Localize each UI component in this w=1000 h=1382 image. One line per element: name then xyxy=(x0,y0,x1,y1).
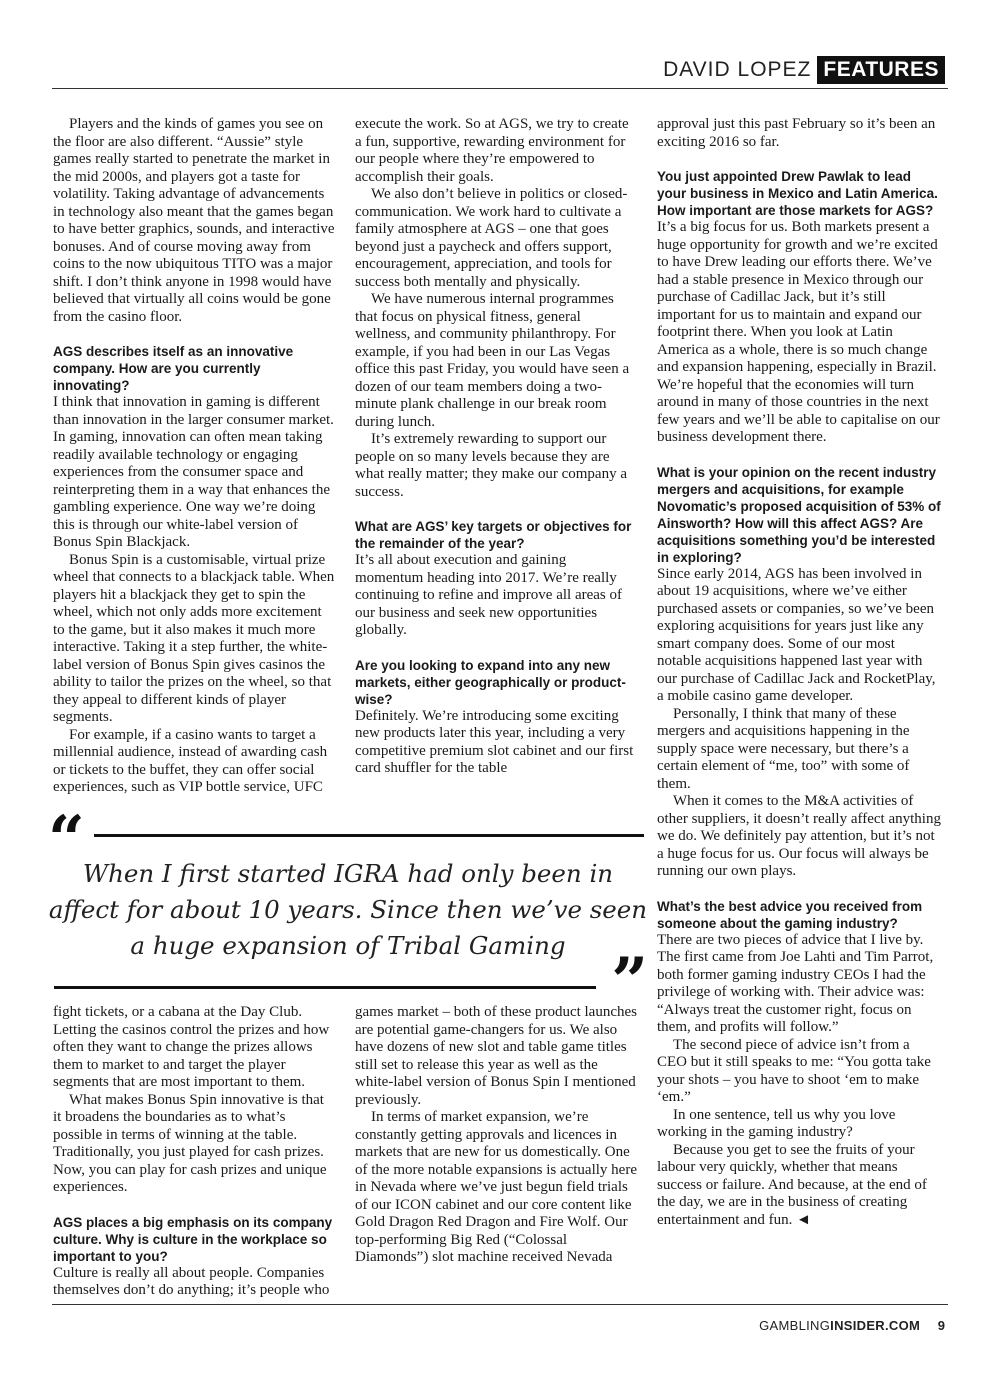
paragraph: Bonus Spin is a customisable, virtual prize wheel that connects to a blackjack table. When players hit a blackjack they get to spin the wheel, which not only adds more excitement to the game, but it also makes it much more interactive. Taking it a step further, the white-label version of Bonus Spin gives casinos the ability to tailor the prizes on the wheel, so that they appeal to different kinds of player segments. xyxy=(53,551,335,725)
page-header xyxy=(663,55,945,85)
paragraph: Since early 2014, AGS has been involved in about 19 acquisitions, where we’ve either purchased assets or companies, so we’ve been exploring acquisitions for years just like any smart company does. Some of our most notable acquisitions happened last year with our purchase of Cadillac Jack and RocketPlay, a mobile casino game developer. xyxy=(657,565,936,704)
paragraph: Personally, I think that many of these mergers and acquisitions happening in the supply space were necessary, but there’s a certain element of “me, too” with some of them. xyxy=(657,705,910,792)
paragraph: There are two pieces of advice that I live by. The first came from Joe Lahti and Tim Parrot, both former gaming industry CEOs I had the privilege of working with. Their advice was: “Always treat the customer right, focus on them, and profits will follow.” xyxy=(657,931,934,1035)
column-2-bottom xyxy=(355,1004,637,1267)
paragraph: It’s a big focus for us. Both markets present a huge opportunity for growth and we’re excited to have Drew leading our efforts there. We’ve had a stable presence in Mexico through our purchase of Cadillac Jack, but it’s still important for us to maintain and expand our footprint there. When you look at Latin America as a whole, there is so much change and expansion happening, especially in Brazil. We’re hopeful that the economies will turn around in many of those countries in the next few years and we’ll be able to capitalise on our business development there. xyxy=(657,219,940,445)
interview-question: What is your opinion on the recent industry mergers and acquisitions, for example Novomatic’s proposed acquisition of 53% of Ainsworth? How will this affect AGS? Are acquisitions something you’d be interested in exploring? xyxy=(657,464,941,565)
paragraph: The second piece of advice isn’t from a CEO but it still speaks to me: “You gotta take your shots – you have to shoot ‘em to make ‘em.” xyxy=(657,1036,931,1105)
pull-quote-top-rule xyxy=(94,834,644,837)
paragraph: When it comes to the M&A activities of other suppliers, it doesn’t really affect anything we do. We definitely pay attention, but it’s not a huge focus for us. Our focus will always be running our own plays. xyxy=(657,793,941,879)
interview-question: AGS describes itself as an innovative company. How are you currently innovating? xyxy=(53,344,294,393)
footer-site-name: GAMBLING xyxy=(759,1318,831,1333)
paragraph: In one sentence, tell us why you love working in the gaming industry? xyxy=(657,1106,896,1140)
column-1-bottom xyxy=(53,1004,335,1300)
paragraph: What makes Bonus Spin innovative is that it broadens the boundaries as to what’s possible in terms of winning at the table. Traditionally, you just played for cash prizes. Now, you can play for cash prizes and unique experiences. xyxy=(53,1091,327,1195)
pull-quote-bottom-rule xyxy=(54,986,596,989)
footer-divider xyxy=(52,1304,948,1305)
paragraph: Because you get to see the fruits of your labour very quickly, whether that means success or failure. And because, at the end of the day, we are in the business of creating entertainment and fun. ◄ xyxy=(657,1141,927,1228)
paragraph: Definitely. We’re introducing some exciting new products later this year, including a very competitive premium slot cabinet and our first card shuffler for the table xyxy=(355,707,634,776)
paragraph: fight tickets, or a cabana at the Day Club. Letting the casinos control the prizes and how often they want to change the prizes allows them to market to and target the player segments that are most important to them. xyxy=(53,1004,330,1090)
section-label: FEATURES xyxy=(817,56,945,84)
interview-question: Are you looking to expand into any new markets, either geographically or product-wise? xyxy=(355,657,626,707)
paragraph: For example, if a casino wants to target a millennial audience, instead of awarding cash or tickets to the buffet, they can offer social experiences, such as VIP bottle service, UFC xyxy=(53,726,328,795)
paragraph: Culture is really all about people. Companies themselves don’t do anything; it’s people who xyxy=(53,1264,330,1298)
pull-quote-text: When I first started IGRA had only been in affect for about 10 years. Since then we’ve seen a huge expansion of Tribal Gaming xyxy=(48,859,648,960)
close-quote-mark: ” xyxy=(611,944,648,1019)
paragraph: We have numerous internal programmes that focus on physical fitness, general wellness, and community philanthropy. For example, if you had been in our Las Vegas office this past Friday, you would have seen a dozen of our team members doing a two-minute plank challenge in our break room during lunch. xyxy=(355,291,630,430)
paragraph: We also don’t believe in politics or closed-communication. We work hard to cultivate a family atmosphere at AGS – one that goes beyond just a paycheck and offers support, encouragement, appreciation, and tools for success both mentally and physically. xyxy=(355,186,628,290)
paragraph: games market – both of these product launches are potential game-changers for us. We also have dozens of new slot and table game titles still set to release this year as well as the white-label version of Bonus Spin I mentioned previously. xyxy=(355,1004,637,1108)
author-name: DAVID LOPEZ xyxy=(663,58,812,81)
page-footer xyxy=(759,1318,945,1333)
paragraph: approval just this past February so it’s been an exciting 2016 so far. xyxy=(657,116,936,150)
interview-question: What are AGS’ key targets or objectives for the remainder of the year? xyxy=(355,519,632,551)
column-2-top xyxy=(355,116,637,778)
interview-question: What’s the best advice you received from someone about the gaming industry? xyxy=(657,898,923,931)
footer-site-domain: INSIDER.COM xyxy=(830,1318,921,1333)
page-number: 9 xyxy=(937,1318,945,1333)
column-1-top xyxy=(53,116,335,797)
pull-quote xyxy=(48,802,648,1019)
paragraph: It’s all about execution and gaining momentum heading into 2017. We’re really continuing to refine and improve all areas of our business and seek new opportunities globally. xyxy=(355,552,622,638)
paragraph: Players and the kinds of games you see on the floor are also different. “Aussie” style games really started to penetrate the market in the mid 2000s, and players got a taste for volatility. Taking advantage of advancements in technology also meant that the games began to have better graphics, sounds, and interactive bonuses. And of course moving away from coins to the now ubiquitous TITO was a major shift. I don’t think anyone in 1998 would have believed that virtually all coins would be gone from the casino floor. xyxy=(53,116,335,325)
interview-question: AGS places a big emphasis on its company culture. Why is culture in the workplace so important to you? xyxy=(53,1214,333,1264)
open-quote-mark: “ xyxy=(48,802,85,877)
paragraph: I think that innovation in gaming is different than innovation in the larger consumer market. In gaming, innovation can often mean taking readily available technology or engaging experiences from the consumer space and reinterpreting them in a way that enhances the gambling experience. One way we’re doing this is through our white-label version of Bonus Spin Blackjack. xyxy=(53,394,334,550)
paragraph: It’s extremely rewarding to support our people on so many levels because they are what really matter; they make our company a success. xyxy=(355,431,627,500)
paragraph: execute the work. So at AGS, we try to create a fun, supportive, rewarding environment for our people where they’re empowered to accomplish their goals. xyxy=(355,116,629,185)
paragraph: In terms of market expansion, we’re constantly getting approvals and licences in markets that are new for us domestically. One of the more notable expansions is actually here in Nevada where we’ve just begun field trials of our ICON cabinet and our core content like Gold Dragon Red Dragon and Fire Wolf. Our top-performing Big Red (“Colossal Diamonds”) slot machine received Nevada xyxy=(355,1109,637,1265)
header-divider xyxy=(52,88,948,89)
column-3 xyxy=(657,116,942,1229)
interview-question: You just appointed Drew Pawlak to lead your business in Mexico and Latin America. How important are those markets for AGS? xyxy=(657,169,938,218)
